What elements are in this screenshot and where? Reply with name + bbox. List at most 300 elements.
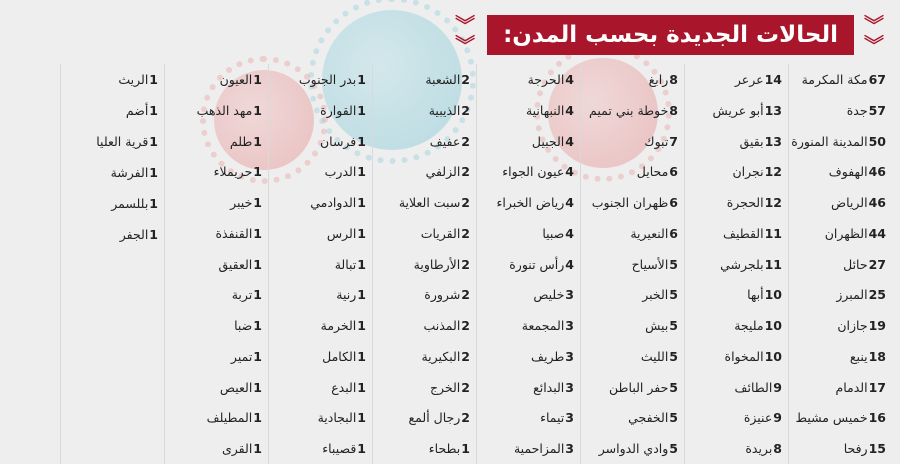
city-name: تمير — [230, 348, 253, 364]
case-count: 1 — [149, 134, 158, 149]
city-name: جدة — [846, 102, 868, 118]
city-name: الخرج — [429, 379, 461, 395]
city-name: الرس — [326, 225, 357, 241]
list-item — [789, 64, 886, 95]
case-count: 3 — [565, 441, 574, 457]
case-count: 10 — [764, 287, 782, 303]
list-item — [685, 187, 782, 218]
case-count: 3 — [565, 379, 574, 395]
city-name: مليجة — [734, 318, 764, 334]
city-name: المخواة — [724, 348, 764, 364]
list-item — [165, 402, 262, 433]
case-count: 10 — [764, 348, 782, 364]
list-item — [685, 402, 782, 433]
city-name: الأسياح — [631, 256, 669, 272]
case-count: 1 — [357, 410, 366, 426]
list-item — [61, 157, 158, 188]
case-count: 2 — [461, 287, 470, 303]
page-title: الحالات الجديدة بحسب المدن: — [487, 15, 854, 55]
case-count: 4 — [565, 256, 574, 272]
list-item — [165, 187, 262, 218]
case-count: 12 — [764, 195, 782, 211]
column-5 — [372, 64, 476, 464]
list-item — [373, 64, 470, 95]
city-name: الجبيل — [531, 133, 565, 149]
city-name: البدائع — [533, 379, 565, 395]
city-name: رفحا — [843, 441, 868, 457]
list-item — [789, 310, 886, 341]
list-item — [581, 126, 678, 157]
list-item — [165, 218, 262, 249]
city-name: الذيبية — [428, 102, 461, 118]
case-count: 10 — [764, 318, 782, 334]
city-name: شرورة — [424, 287, 461, 303]
city-name: المطيلف — [206, 410, 253, 426]
case-count: 1 — [357, 441, 366, 457]
city-name: الخفجي — [628, 410, 669, 426]
city-name: الشعبة — [425, 72, 461, 87]
case-count: 57 — [868, 102, 886, 118]
case-count: 11 — [764, 256, 782, 272]
city-name: حريملاء — [213, 164, 253, 180]
city-name: وادي الدواسر — [598, 441, 669, 457]
case-count: 1 — [357, 164, 366, 180]
city-name: أبو عريش — [712, 102, 764, 118]
case-count: 7 — [669, 133, 678, 149]
case-count: 6 — [669, 195, 678, 211]
case-count: 4 — [565, 225, 574, 241]
list-item — [685, 95, 782, 126]
case-count: 46 — [868, 164, 886, 180]
case-count: 4 — [565, 195, 574, 211]
case-count: 15 — [868, 441, 886, 457]
list-item — [789, 341, 886, 372]
list-item — [789, 126, 886, 157]
list-item — [165, 279, 262, 310]
column-4 — [476, 64, 580, 464]
case-count: 27 — [868, 256, 886, 272]
list-item — [269, 126, 366, 157]
case-count: 67 — [868, 72, 886, 87]
city-name: العيون — [219, 72, 253, 87]
list-item — [269, 187, 366, 218]
list-item — [581, 402, 678, 433]
city-name: عيون الجواء — [502, 164, 565, 180]
case-count: 1 — [357, 318, 366, 334]
list-item — [477, 372, 574, 403]
case-count: 8 — [669, 72, 678, 87]
city-name: خيبر — [230, 195, 253, 211]
city-name: عنيزة — [743, 410, 773, 426]
city-name: المبرز — [836, 287, 868, 303]
city-name: رابغ — [648, 72, 669, 87]
list-item — [789, 433, 886, 464]
city-name: تربة — [231, 287, 253, 303]
city-name: بلجرشي — [720, 256, 764, 272]
city-name: صبيا — [542, 225, 565, 241]
city-name: مكة المكرمة — [801, 72, 868, 87]
city-name: أبها — [747, 287, 764, 303]
city-name: قصيباء — [322, 441, 357, 457]
city-name: محايل — [636, 164, 669, 180]
list-item — [685, 156, 782, 187]
city-name: البكيرية — [421, 348, 461, 364]
list-item — [165, 64, 262, 95]
column-3 — [580, 64, 684, 464]
city-name: الفرشة — [110, 165, 149, 180]
case-count: 5 — [669, 410, 678, 426]
list-item — [581, 279, 678, 310]
city-name: مهد الذهب — [196, 102, 253, 118]
list-item — [789, 218, 886, 249]
city-name: الزلفي — [425, 164, 461, 180]
list-item — [373, 310, 470, 341]
city-name: الدوادمي — [310, 195, 357, 211]
case-count: 2 — [461, 195, 470, 211]
list-item — [373, 156, 470, 187]
case-count: 4 — [565, 133, 574, 149]
city-name: حفر الباطن — [609, 379, 669, 395]
city-name: بدر الجنوب — [298, 72, 357, 87]
case-count: 5 — [669, 287, 678, 303]
city-name: القريات — [420, 225, 461, 241]
case-count: 16 — [868, 410, 886, 426]
list-item — [789, 402, 886, 433]
case-count: 1 — [357, 256, 366, 272]
case-count: 1 — [253, 256, 262, 272]
list-item — [685, 433, 782, 464]
city-name: ينبع — [849, 348, 868, 364]
city-name: المزاحمية — [513, 441, 565, 457]
case-count: 1 — [253, 72, 262, 87]
city-name: خميس مشيط — [795, 410, 868, 426]
city-name: فرسان — [319, 133, 357, 149]
list-item — [61, 64, 158, 95]
case-count: 4 — [565, 72, 574, 87]
list-item — [581, 156, 678, 187]
city-name: سبت العلاية — [398, 195, 461, 211]
case-count: 1 — [357, 225, 366, 241]
list-item — [269, 156, 366, 187]
case-count: 11 — [764, 225, 782, 241]
list-item — [581, 95, 678, 126]
city-name: رجال ألمع — [408, 410, 461, 426]
case-count: 1 — [253, 225, 262, 241]
list-item — [789, 95, 886, 126]
list-item — [373, 95, 470, 126]
city-name: العقيق — [218, 256, 253, 272]
city-name: البدع — [331, 379, 357, 395]
case-count: 2 — [461, 225, 470, 241]
list-item — [685, 218, 782, 249]
city-name: الدرب — [324, 164, 357, 180]
list-item — [373, 249, 470, 280]
city-name: الظهران — [824, 225, 868, 241]
header — [455, 15, 884, 55]
city-name: عفيف — [429, 133, 461, 149]
list-item — [373, 279, 470, 310]
list-item — [373, 402, 470, 433]
case-count: 3 — [565, 348, 574, 364]
list-item — [581, 64, 678, 95]
list-item — [477, 433, 574, 464]
list-item — [373, 187, 470, 218]
list-item — [269, 372, 366, 403]
list-item — [165, 433, 262, 464]
case-count: 1 — [149, 196, 158, 211]
list-item — [269, 218, 366, 249]
case-count: 2 — [461, 379, 470, 395]
list-item — [477, 156, 574, 187]
list-item — [269, 249, 366, 280]
list-item — [685, 341, 782, 372]
list-item — [269, 310, 366, 341]
case-count: 9 — [773, 379, 782, 395]
city-name: قرية العليا — [96, 134, 149, 149]
case-count: 5 — [669, 256, 678, 272]
list-item — [165, 95, 262, 126]
list-item — [685, 279, 782, 310]
column-6 — [268, 64, 372, 464]
case-count: 1 — [357, 195, 366, 211]
case-count: 2 — [461, 102, 470, 118]
case-count: 1 — [253, 410, 262, 426]
case-count: 19 — [868, 318, 886, 334]
case-count: 1 — [357, 102, 366, 118]
case-count: 1 — [149, 103, 158, 118]
list-item — [581, 187, 678, 218]
list-item — [685, 310, 782, 341]
city-name: القنفذة — [215, 225, 253, 241]
list-item — [477, 341, 574, 372]
city-name: البجادية — [317, 410, 357, 426]
list-item — [789, 279, 886, 310]
list-item — [373, 218, 470, 249]
city-name: الخبر — [642, 287, 669, 303]
case-count: 2 — [461, 318, 470, 334]
city-name: الرياض — [831, 195, 868, 211]
list-item — [61, 95, 158, 126]
list-item — [477, 64, 574, 95]
city-name: بريدة — [745, 441, 773, 457]
case-count: 1 — [357, 72, 366, 87]
double-chevron-down-icon: ︾ ︾ — [455, 13, 476, 57]
city-name: ضبا — [234, 318, 253, 334]
list-item — [165, 156, 262, 187]
case-count: 1 — [149, 227, 158, 242]
list-item — [477, 126, 574, 157]
city-name: الطائف — [734, 379, 773, 395]
case-count: 3 — [565, 287, 574, 303]
city-name: تبوك — [644, 133, 669, 149]
city-name: الحرجة — [527, 72, 565, 87]
list-item — [165, 310, 262, 341]
case-count: 1 — [253, 133, 262, 149]
case-count: 5 — [669, 348, 678, 364]
city-name: المجمعة — [521, 318, 565, 334]
list-item — [373, 126, 470, 157]
list-item — [269, 402, 366, 433]
case-count: 1 — [149, 72, 158, 87]
city-name: الأرطاوية — [413, 256, 461, 272]
city-name: الحجرة — [726, 195, 764, 211]
list-item — [477, 187, 574, 218]
city-name: القطيف — [723, 225, 764, 241]
case-count: 2 — [461, 348, 470, 364]
city-name: رأس تنورة — [509, 256, 565, 272]
city-name: خوطة بني تميم — [589, 102, 669, 118]
list-item — [61, 126, 158, 157]
list-item — [581, 372, 678, 403]
case-count: 6 — [669, 164, 678, 180]
city-name: القوارة — [320, 102, 357, 118]
case-count: 1 — [253, 164, 262, 180]
case-count: 6 — [669, 225, 678, 241]
city-name: حائل — [843, 256, 868, 272]
city-name: نجران — [732, 164, 764, 180]
case-count: 1 — [357, 133, 366, 149]
city-name: العيص — [219, 379, 253, 395]
list-item — [373, 341, 470, 372]
case-count: 9 — [773, 410, 782, 426]
case-count: 8 — [669, 102, 678, 118]
column-8 — [60, 64, 164, 464]
city-name: الليث — [640, 348, 669, 364]
city-name: بللسمر — [111, 196, 149, 211]
city-name: النبهانية — [525, 102, 565, 118]
city-name: الدمام — [835, 379, 868, 395]
case-count: 18 — [868, 348, 886, 364]
list-item — [581, 433, 678, 464]
case-count: 1 — [149, 165, 158, 180]
list-item — [477, 310, 574, 341]
list-item — [165, 341, 262, 372]
city-name: رنية — [336, 287, 357, 303]
case-count: 1 — [357, 348, 366, 364]
list-item — [581, 341, 678, 372]
city-name: تبالة — [334, 256, 357, 272]
city-name: بقيق — [739, 133, 764, 149]
list-item — [165, 372, 262, 403]
list-item — [269, 95, 366, 126]
case-count: 1 — [253, 195, 262, 211]
list-item — [61, 188, 158, 219]
case-count: 3 — [565, 410, 574, 426]
list-item — [269, 279, 366, 310]
cities-cases-list — [60, 64, 892, 464]
case-count: 1 — [357, 379, 366, 395]
case-count: 12 — [764, 164, 782, 180]
list-item — [789, 249, 886, 280]
case-count: 5 — [669, 379, 678, 395]
list-item — [477, 218, 574, 249]
list-item — [165, 249, 262, 280]
list-item — [269, 341, 366, 372]
case-count: 14 — [764, 72, 782, 87]
case-count: 2 — [461, 410, 470, 426]
case-count: 50 — [868, 133, 886, 149]
list-item — [269, 433, 366, 464]
case-count: 17 — [868, 379, 886, 395]
city-name: الهفوف — [828, 164, 868, 180]
city-name: طريف — [531, 348, 565, 364]
case-count: 5 — [669, 318, 678, 334]
list-item — [61, 219, 158, 250]
city-name: المذنب — [423, 318, 461, 334]
city-name: رياض الخبراء — [496, 195, 565, 211]
list-item — [789, 187, 886, 218]
city-name: الجفر — [119, 227, 149, 242]
case-count: 1 — [253, 348, 262, 364]
case-count: 13 — [764, 133, 782, 149]
column-7 — [164, 64, 268, 464]
city-name: جازان — [837, 318, 868, 334]
case-count: 1 — [253, 379, 262, 395]
city-name: بطحاء — [428, 441, 461, 457]
city-name: تيماء — [540, 410, 565, 426]
list-item — [373, 433, 470, 464]
case-count: 2 — [461, 133, 470, 149]
double-chevron-down-icon: ︾ ︾ — [864, 13, 884, 57]
case-count: 5 — [669, 441, 678, 457]
list-item — [685, 372, 782, 403]
case-count: 3 — [565, 318, 574, 334]
city-name: ظهران الجنوب — [591, 195, 669, 211]
list-item — [581, 218, 678, 249]
column-2 — [684, 64, 788, 464]
city-name: خليص — [533, 287, 565, 303]
list-item — [477, 95, 574, 126]
city-name: أضم — [125, 103, 149, 118]
case-count: 2 — [461, 256, 470, 272]
city-name: الريث — [118, 72, 149, 87]
list-item — [373, 372, 470, 403]
list-item — [581, 249, 678, 280]
case-count: 1 — [461, 441, 470, 457]
case-count: 13 — [764, 102, 782, 118]
list-item — [477, 249, 574, 280]
city-name: طلم — [229, 133, 253, 149]
city-name: الكامل — [322, 348, 357, 364]
list-item — [685, 249, 782, 280]
list-item — [685, 64, 782, 95]
city-name: عرعر — [734, 72, 764, 87]
column-1 — [788, 64, 892, 464]
list-item — [581, 310, 678, 341]
case-count: 25 — [868, 287, 886, 303]
case-count: 4 — [565, 102, 574, 118]
list-item — [789, 372, 886, 403]
city-name: النعيرية — [630, 225, 669, 241]
case-count: 44 — [868, 225, 886, 241]
list-item — [685, 126, 782, 157]
case-count: 1 — [253, 102, 262, 118]
city-name: القرى — [222, 441, 253, 457]
case-count: 8 — [773, 441, 782, 457]
case-count: 1 — [253, 287, 262, 303]
case-count: 4 — [565, 164, 574, 180]
city-name: المدينة المنورة — [791, 133, 868, 149]
city-name: بيش — [645, 318, 669, 334]
case-count: 2 — [461, 72, 470, 87]
list-item — [269, 64, 366, 95]
list-item — [477, 402, 574, 433]
case-count: 1 — [253, 318, 262, 334]
case-count: 1 — [253, 441, 262, 457]
list-item — [789, 156, 886, 187]
case-count: 2 — [461, 164, 470, 180]
case-count: 46 — [868, 195, 886, 211]
